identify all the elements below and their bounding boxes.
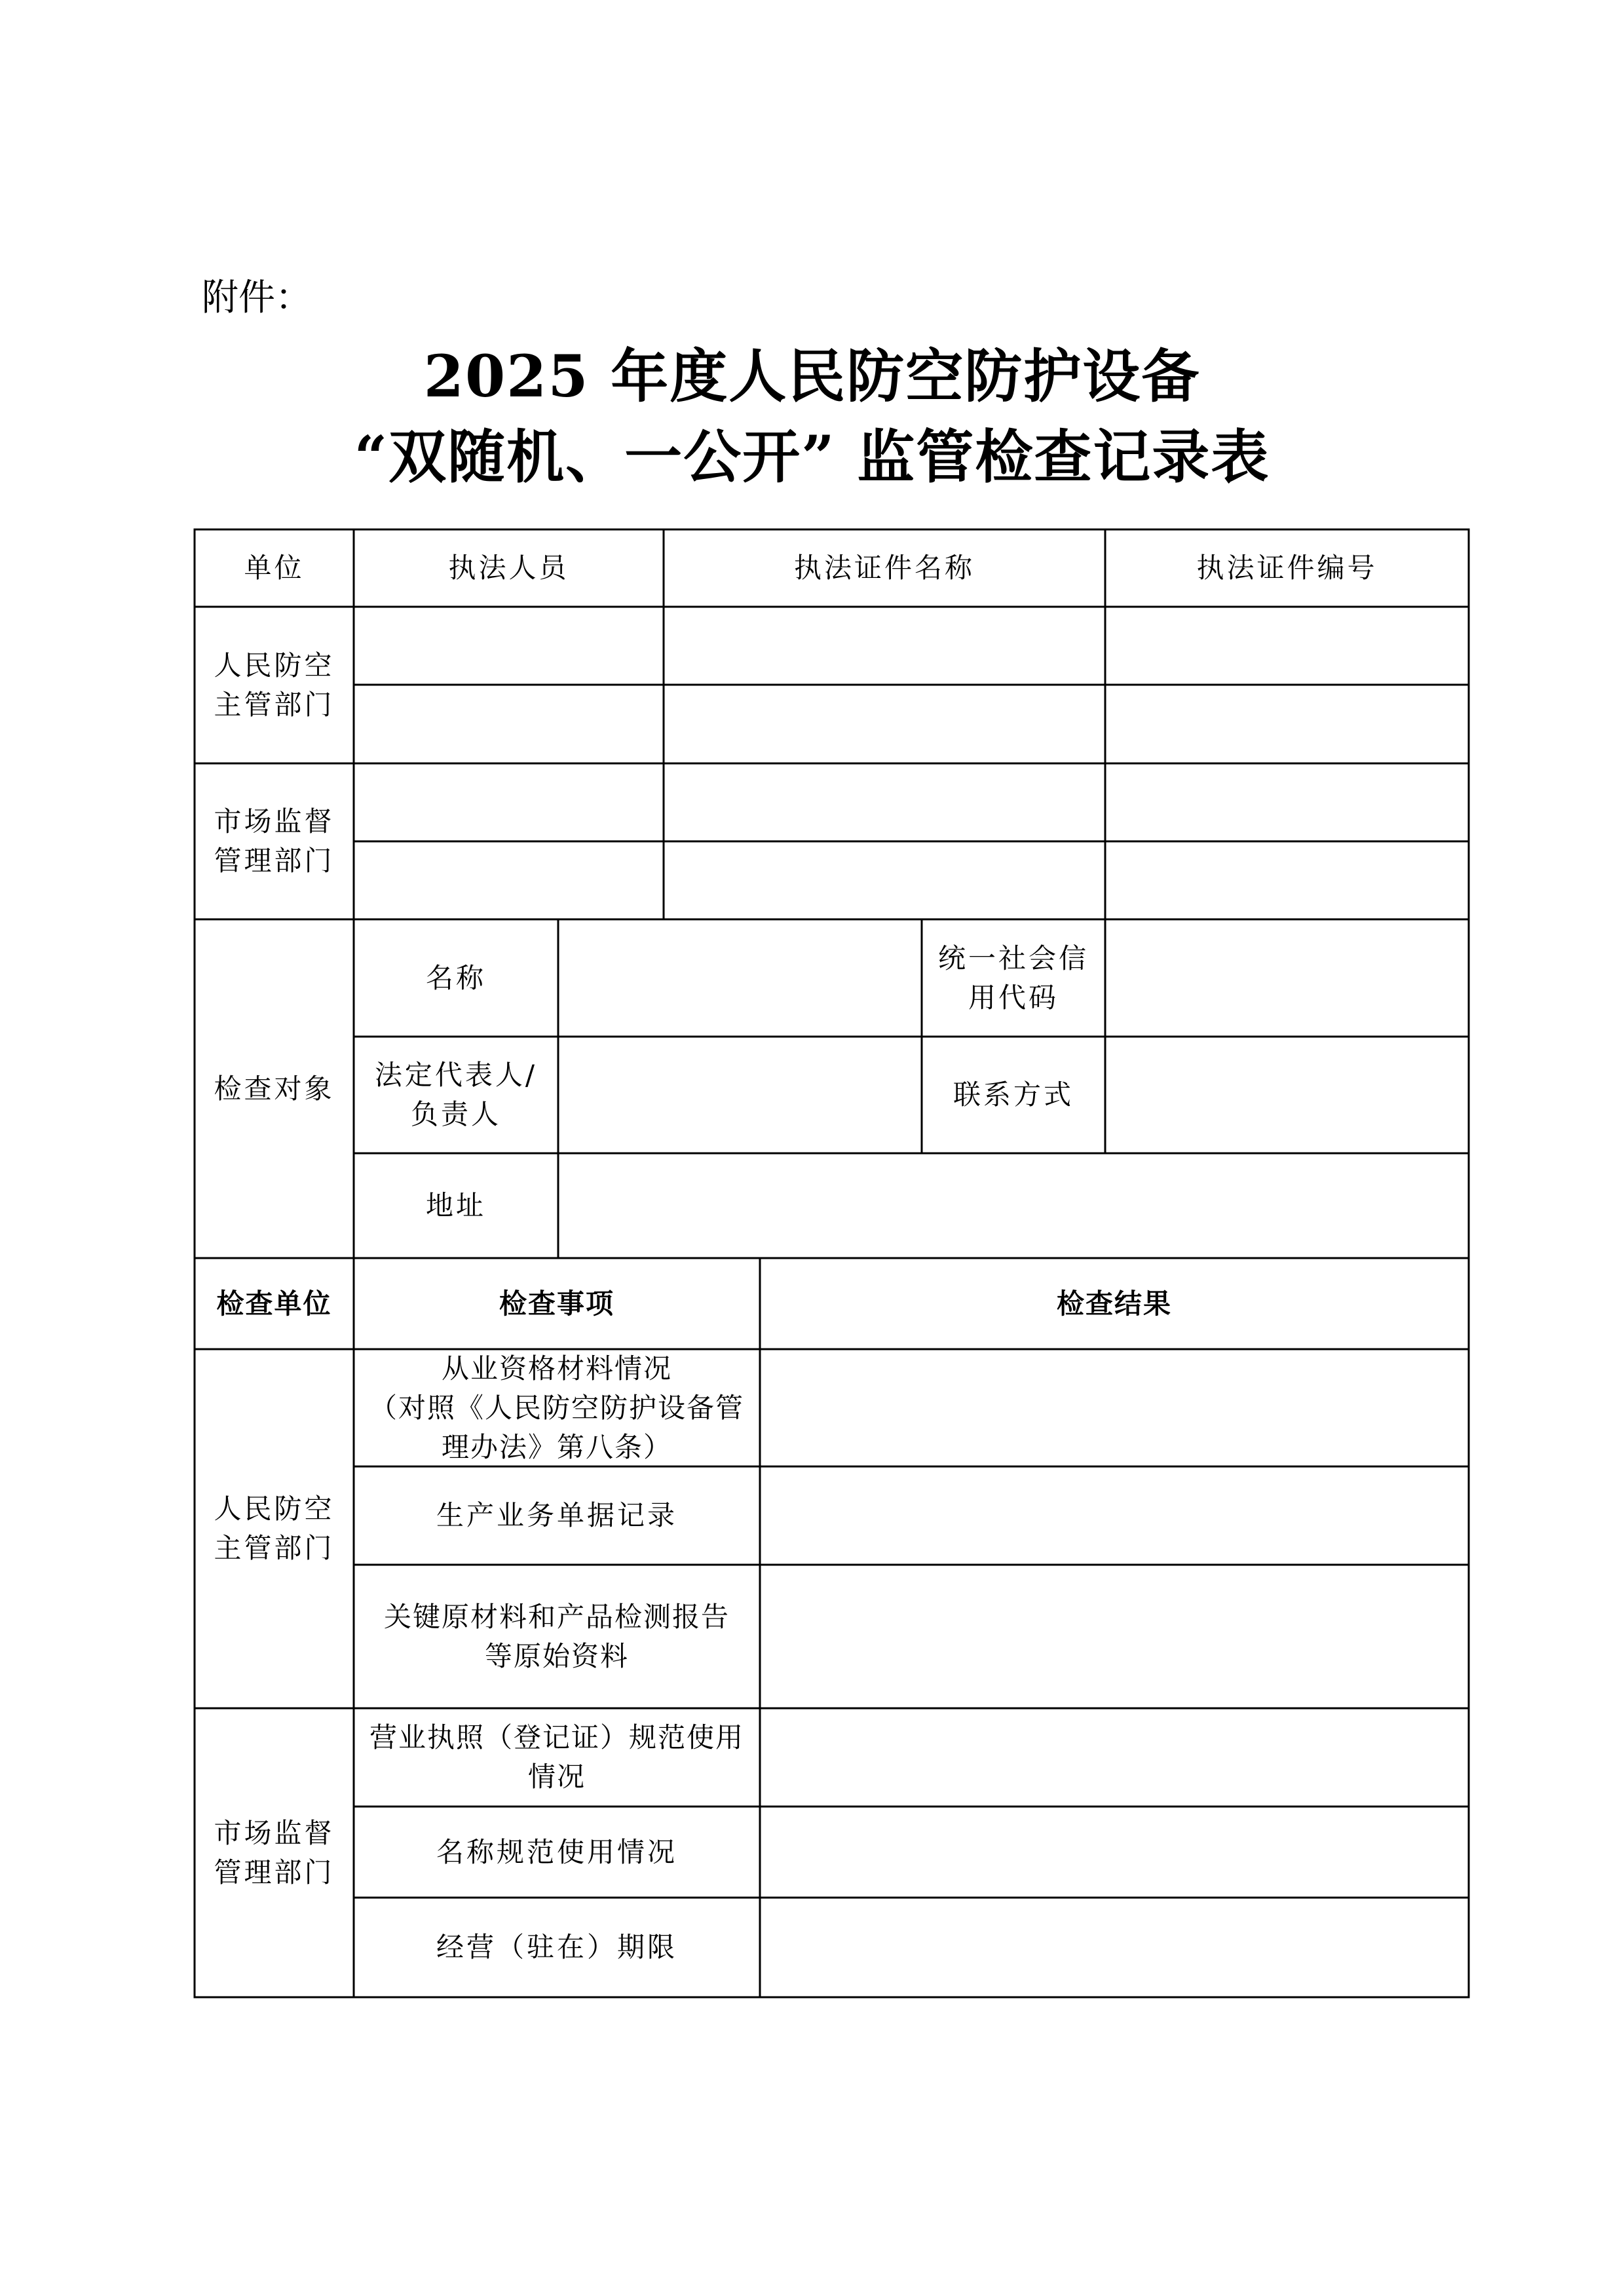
legal-rep-label: 法定代表人/ 负责人 <box>374 1059 538 1130</box>
inspection-result-field[interactable] <box>760 1349 1469 1466</box>
personnel-field[interactable] <box>354 841 664 919</box>
inspection-item: 从业资格材料情况 （对照《人民防空防护设备管 理办法》第八条） <box>369 1352 744 1463</box>
inspection-item: 名称规范使用情况 <box>436 1835 677 1868</box>
cert-number-field[interactable] <box>1105 841 1469 919</box>
inspection-item: 关键原材料和产品检测报告 等原始资料 <box>383 1600 730 1672</box>
cert-name-field[interactable] <box>664 841 1105 919</box>
cert-name-field[interactable] <box>664 607 1105 685</box>
header-cert-number: 执法证件编号 <box>1196 552 1378 584</box>
legal-rep-field[interactable] <box>558 1037 922 1153</box>
personnel-field[interactable] <box>354 607 664 685</box>
inspection-result-field[interactable] <box>760 1898 1469 1997</box>
personnel-field[interactable] <box>354 763 664 841</box>
page-title-line-2: “双随机、一公开” 监管检查记录表 <box>354 423 1270 491</box>
contact-field[interactable] <box>1105 1037 1469 1153</box>
inspection-result-field[interactable] <box>760 1466 1469 1565</box>
personnel-field[interactable] <box>354 685 664 763</box>
target-name-label: 名称 <box>425 961 486 994</box>
target-name-field[interactable] <box>558 919 922 1037</box>
address-label: 地址 <box>425 1189 486 1221</box>
cert-number-field[interactable] <box>1105 763 1469 841</box>
inspection-result-field[interactable] <box>760 1565 1469 1708</box>
cert-number-field[interactable] <box>1105 685 1469 763</box>
target-label: 检查对象 <box>214 1072 335 1105</box>
cert-name-field[interactable] <box>664 763 1105 841</box>
inspection-result-field[interactable] <box>760 1708 1469 1807</box>
inspection-item: 生产业务单据记录 <box>436 1499 677 1531</box>
inspection-item: 营业执照（登记证）规范使用 情况 <box>369 1721 744 1793</box>
contact-label: 联系方式 <box>953 1079 1074 1111</box>
cert-name-field[interactable] <box>664 685 1105 763</box>
header-personnel: 执法人员 <box>448 552 569 584</box>
page-title-line-1: 2025 年度人民防空防护设备 <box>423 342 1201 410</box>
inspection-unit-market-supervision: 市场监督 管理部门 <box>214 1816 335 1888</box>
credit-code-field[interactable] <box>1105 919 1469 1037</box>
inspection-header-items: 检查事项 <box>499 1287 614 1320</box>
unit-market-supervision: 市场监督 管理部门 <box>214 805 335 877</box>
inspection-unit-civil-defense: 人民防空 主管部门 <box>214 1493 335 1564</box>
header-unit: 单位 <box>244 552 305 584</box>
address-field[interactable] <box>558 1153 1469 1258</box>
credit-code-label: 统一社会信 用代码 <box>937 942 1089 1014</box>
attachment-label: 附件： <box>202 277 312 319</box>
header-cert-name: 执法证件名称 <box>793 552 975 584</box>
inspection-item: 经营（驻在）期限 <box>436 1931 677 1963</box>
inspection-result-field[interactable] <box>760 1807 1469 1898</box>
inspection-header-unit: 检查单位 <box>216 1287 332 1320</box>
cert-number-field[interactable] <box>1105 607 1469 685</box>
unit-civil-defense: 人民防空 主管部门 <box>214 649 335 721</box>
inspection-header-results: 检查结果 <box>1056 1287 1172 1320</box>
